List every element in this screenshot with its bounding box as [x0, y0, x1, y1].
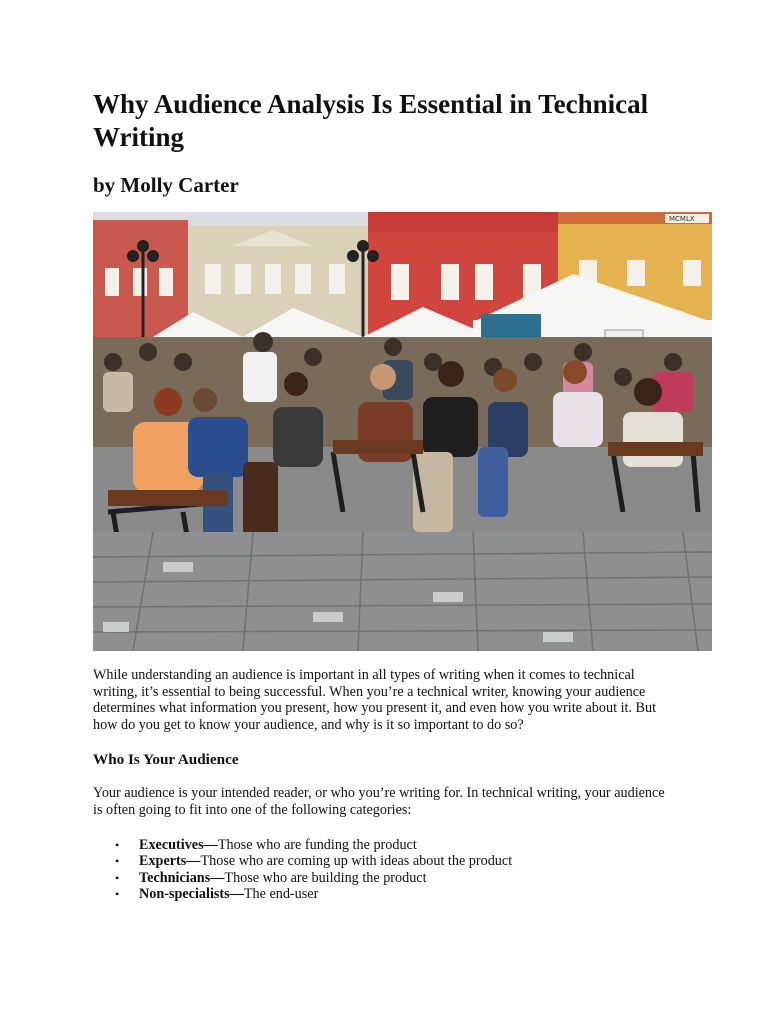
category-term: Executives—	[139, 836, 218, 853]
article-byline: by Molly Carter	[93, 173, 239, 197]
article-title: Why Audience Analysis Is Essential in Technical Writing	[93, 89, 649, 152]
crowd-photo-illustration	[93, 212, 712, 651]
category-description: Those who are building the product	[224, 869, 427, 886]
list-item	[115, 853, 713, 870]
category-term: Non-specialists—	[139, 886, 244, 903]
document-page	[93, 88, 713, 903]
bullet-icon: •	[115, 887, 120, 902]
category-description: Those who are funding the product	[217, 836, 417, 853]
category-description: The end-user	[243, 886, 319, 903]
section-heading: Who Is Your Audience	[93, 751, 239, 769]
list-item	[115, 886, 713, 903]
bullet-icon: •	[115, 854, 120, 869]
building-sign: MCMLX	[669, 215, 695, 223]
intro-paragraph: While understanding an audience is important in all types of writing when it comes to technical writing, it’s essential to being successful. When you’re a technical writer, knowing your audience determines what information you present, how you present it, and even how you write about it. But how do you get to know your audience, and why is it so important to do so?	[93, 667, 657, 733]
category-term: Technicians—	[139, 869, 225, 886]
bullet-icon: •	[115, 837, 120, 852]
list-item	[115, 870, 713, 887]
list-item	[115, 837, 713, 854]
bullet-icon: •	[115, 870, 120, 885]
category-description: Those who are coming up with ideas about the product	[200, 853, 513, 870]
section-paragraph: Your audience is your intended reader, or who you’re writing for. In technical writing, your audience is often going to fit into one of the following categories:	[93, 785, 665, 818]
category-term: Experts—	[139, 853, 201, 870]
crowd-photo	[93, 212, 712, 651]
audience-categories-list	[93, 837, 713, 903]
